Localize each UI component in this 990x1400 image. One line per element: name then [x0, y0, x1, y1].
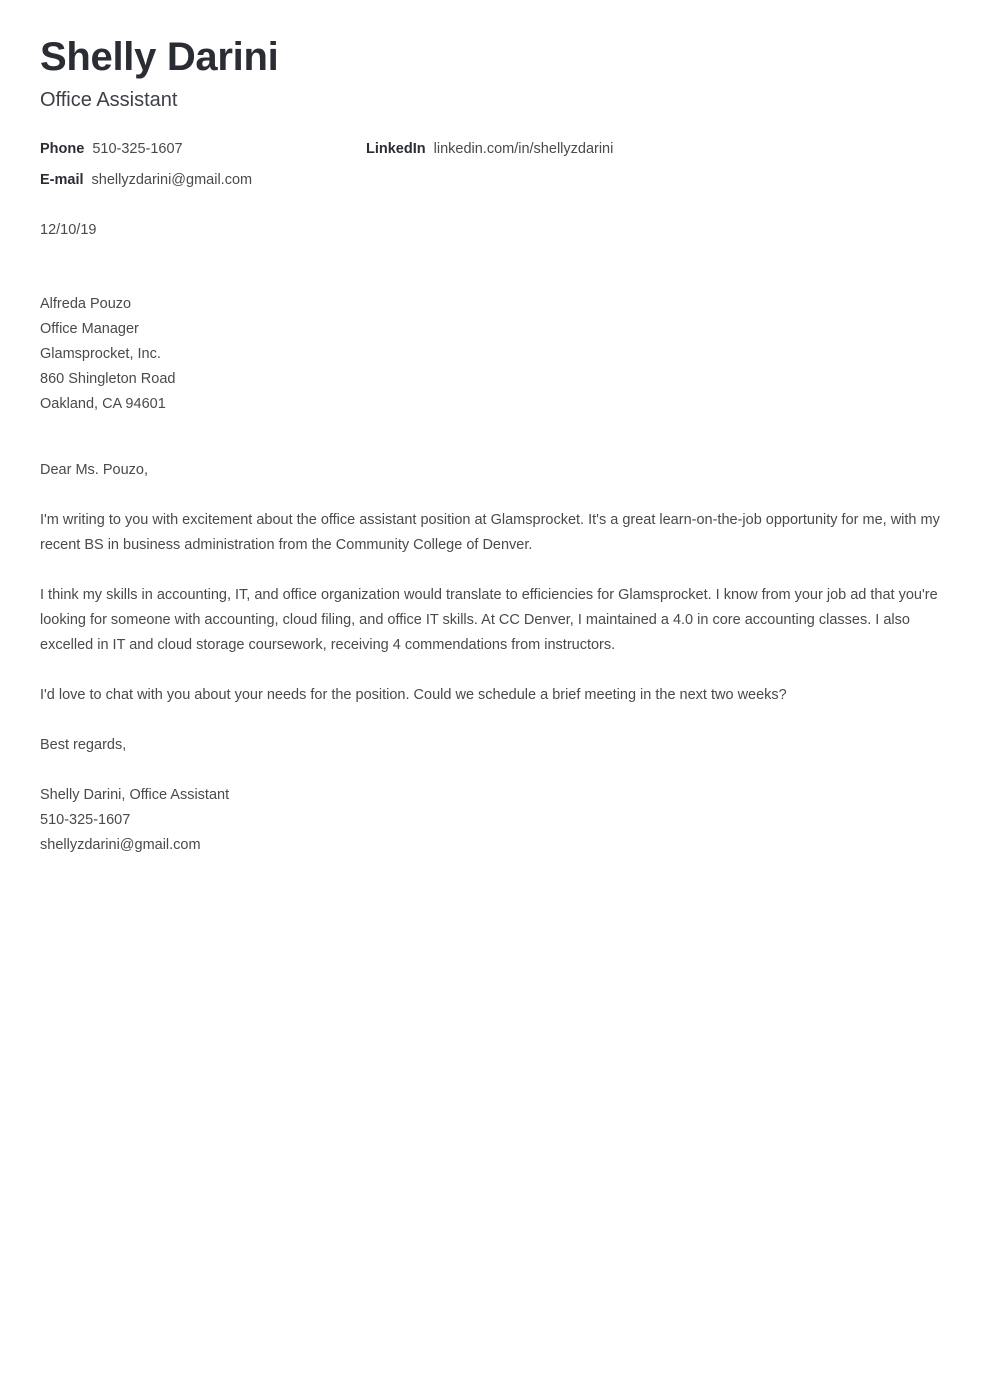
letter-body — [40, 458, 945, 858]
recipient-title: Office Manager — [40, 320, 139, 337]
contact-linkedin — [366, 140, 613, 159]
signature-phone[interactable]: 510-325-1607 — [40, 811, 131, 828]
letter-date: 12/10/19 — [40, 221, 97, 238]
email-value[interactable]: shellyzdarini@gmail.com — [91, 171, 253, 188]
body-paragraph-1: I'm writing to you with excitement about the office assistant position at Glamsprocket. It's a great learn-on-the-job opportunity for me, with my recent BS in business administration from the Community College of Denver. — [40, 511, 940, 553]
recipient-address — [40, 292, 945, 417]
page-title: Shelly Darini — [40, 35, 279, 79]
signoff: Best regards, — [40, 736, 127, 753]
email-label: E-mail — [40, 171, 84, 188]
recipient-city-state-zip: Oakland, CA 94601 — [40, 395, 166, 412]
contact-row-secondary — [40, 171, 945, 190]
contact-phone — [40, 140, 366, 159]
candidate-job-title: Office Assistant — [40, 89, 178, 111]
contact-row-primary — [40, 140, 945, 159]
contact-details — [40, 140, 945, 190]
recipient-street: 860 Shingleton Road — [40, 370, 176, 387]
salutation: Dear Ms. Pouzo, — [40, 461, 148, 478]
letter-header — [40, 0, 945, 112]
signature-block — [40, 783, 945, 858]
contact-email — [40, 171, 366, 190]
linkedin-value[interactable]: linkedin.com/in/shellyzdarini — [433, 141, 614, 157]
body-paragraph-2: I think my skills in accounting, IT, and office organization would translate to efficiencies for Glamsprocket. I know from your job ad that you're looking for someone with accounting, cloud filing, and office IT skills. At CC Denver, I maintained a 4.0 in core accounting classes. I also excelled in IT and cloud storage coursework, receiving 4 commendations from instructors. — [40, 586, 938, 653]
recipient-name: Alfreda Pouzo — [40, 295, 132, 312]
recipient-company: Glamsprocket, Inc. — [40, 345, 161, 362]
signature-name-and-title: Shelly Darini, Office Assistant — [40, 786, 230, 803]
body-paragraph-3: I'd love to chat with you about your needs for the position. Could we schedule a brief meeting in the next two weeks? — [40, 686, 787, 703]
phone-value[interactable]: 510-325-1607 — [92, 141, 183, 157]
phone-label: Phone — [40, 141, 85, 157]
signature-email[interactable]: shellyzdarini@gmail.com — [40, 836, 201, 853]
linkedin-label: LinkedIn — [366, 141, 426, 157]
